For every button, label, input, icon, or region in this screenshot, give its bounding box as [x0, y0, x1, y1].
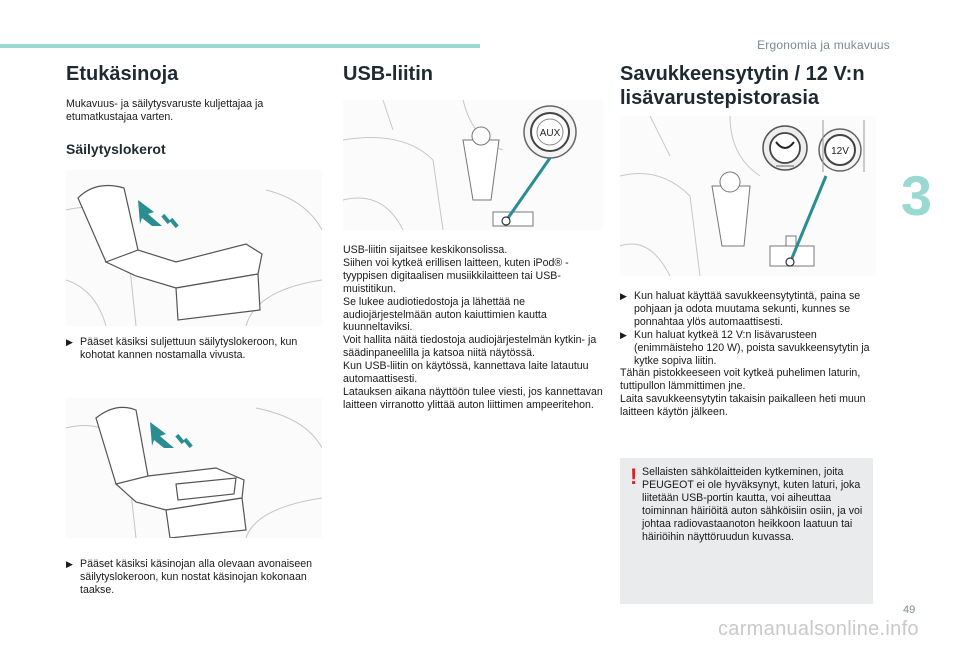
- socket-text: Tähän pistokkeeseen voit kytkeä puhelimen laturin, tuttipullon lämmittimen jne. Laita savukkeensytytin takaisin paikalleen heti muun laitteen käytön jälkeen.: [620, 367, 866, 419]
- usb-socket-illustration: [343, 100, 603, 230]
- bullet-marker-icon: ▶: [66, 337, 73, 347]
- page-number: 49: [903, 604, 916, 616]
- armrest-intro: Mukavuus- ja säilytysvaruste kuljettajaa ja etumatkustajaa varten.: [66, 98, 264, 123]
- armrest-closed-illustration: [66, 170, 322, 326]
- chapter-number: 3: [900, 164, 932, 227]
- 12v-label: 12V: [831, 146, 849, 157]
- socket-title: Savukkeensytytin / 12 V:n lisävarustepistorasia: [620, 63, 865, 109]
- warning-box: [620, 458, 873, 604]
- socket-instructions: [620, 290, 876, 419]
- usb-column: [343, 62, 603, 86]
- 12v-socket-illustration: [620, 116, 876, 276]
- watermark: carmanualsonline.info: [718, 618, 919, 640]
- armrest-column: [66, 62, 324, 157]
- warning-icon: !: [630, 464, 638, 489]
- usb-description: USB-liitin sijaitsee keskikonsolissa. Siihen voi kytkeä erillisen laitteen, kuten iPod® -tyyppisen digitaalisen musiikkilaitteen tai USB-muistitikun. Se lukee audiotiedostoja ja lähettää ne audiojärjestelmään auton kaiuttimien kautta kuunneltaviksi. Voit hallita näitä tiedostoja audiojärjestelmän kytkin- ja säädinpaneelilla ja katsoa niitä näytössä. Kun USB-liitin on käytössä, kannettava laite latautuu automaattisesti. Latauksen aikana näyttöön tulee viesti, jos kannettavan laitteen virranotto ylittää auton liittimen ampeeritehon.: [343, 244, 603, 411]
- bullet-marker-icon: ▶: [620, 291, 627, 301]
- 12v-socket-icon: [819, 129, 861, 171]
- bullet-marker-icon: ▶: [620, 329, 627, 340]
- socket-bullet-2: ▶ Kun haluat kytkeä 12 V:n lisävarusteen (enimmäisteho 120 W), poista savukkeensytytin ja kytke sopiva liitin.: [620, 328, 870, 367]
- lighter-icon: [763, 126, 807, 170]
- usb-title: USB-liitin: [343, 63, 433, 85]
- armrest-bullet-1: ▶ Pääset käsiksi suljettuun säilytyslokeroon, kun kohotat kannen nostamalla vivusta.: [66, 336, 298, 361]
- socket-bullet-1: ▶ Kun haluat käyttää savukkeensytytintä, paina se pohjaan ja odota muutama sekunti, kunnes se ponnahtaa ylös automaattisesti.: [620, 290, 861, 328]
- header-accent-bar: [0, 44, 480, 48]
- section-label: Ergonomia ja mukavuus: [757, 38, 890, 52]
- aux-label: AUX: [539, 128, 561, 139]
- bullet-marker-icon: ▶: [66, 559, 73, 569]
- socket-column: [620, 62, 876, 110]
- storage-title: Säilytyslokerot: [66, 140, 166, 157]
- aux-socket-icon: [524, 106, 576, 158]
- armrest-bullet-2: ▶ Pääset käsiksi käsinojan alla olevaan avonaiseen säilytyslokeroon, kun nostat käsinojan kokonaan taakse.: [66, 558, 313, 596]
- warning-text: Sellaisten sähkölaitteiden kytkeminen, joita PEUGEOT ei ole hyväksynyt, kuten laturi, joka liitetään USB-portin kautta, voi aiheuttaa toiminnan häiriöitä auton sähköisiin osiin, ja voi johtaa radiovastaanoton heikkoon laatuun tai häiriöihin näyttöruudun kuvassa.: [642, 466, 863, 543]
- armrest-open-illustration: [66, 398, 322, 538]
- armrest-title: Etukäsinoja: [66, 63, 179, 85]
